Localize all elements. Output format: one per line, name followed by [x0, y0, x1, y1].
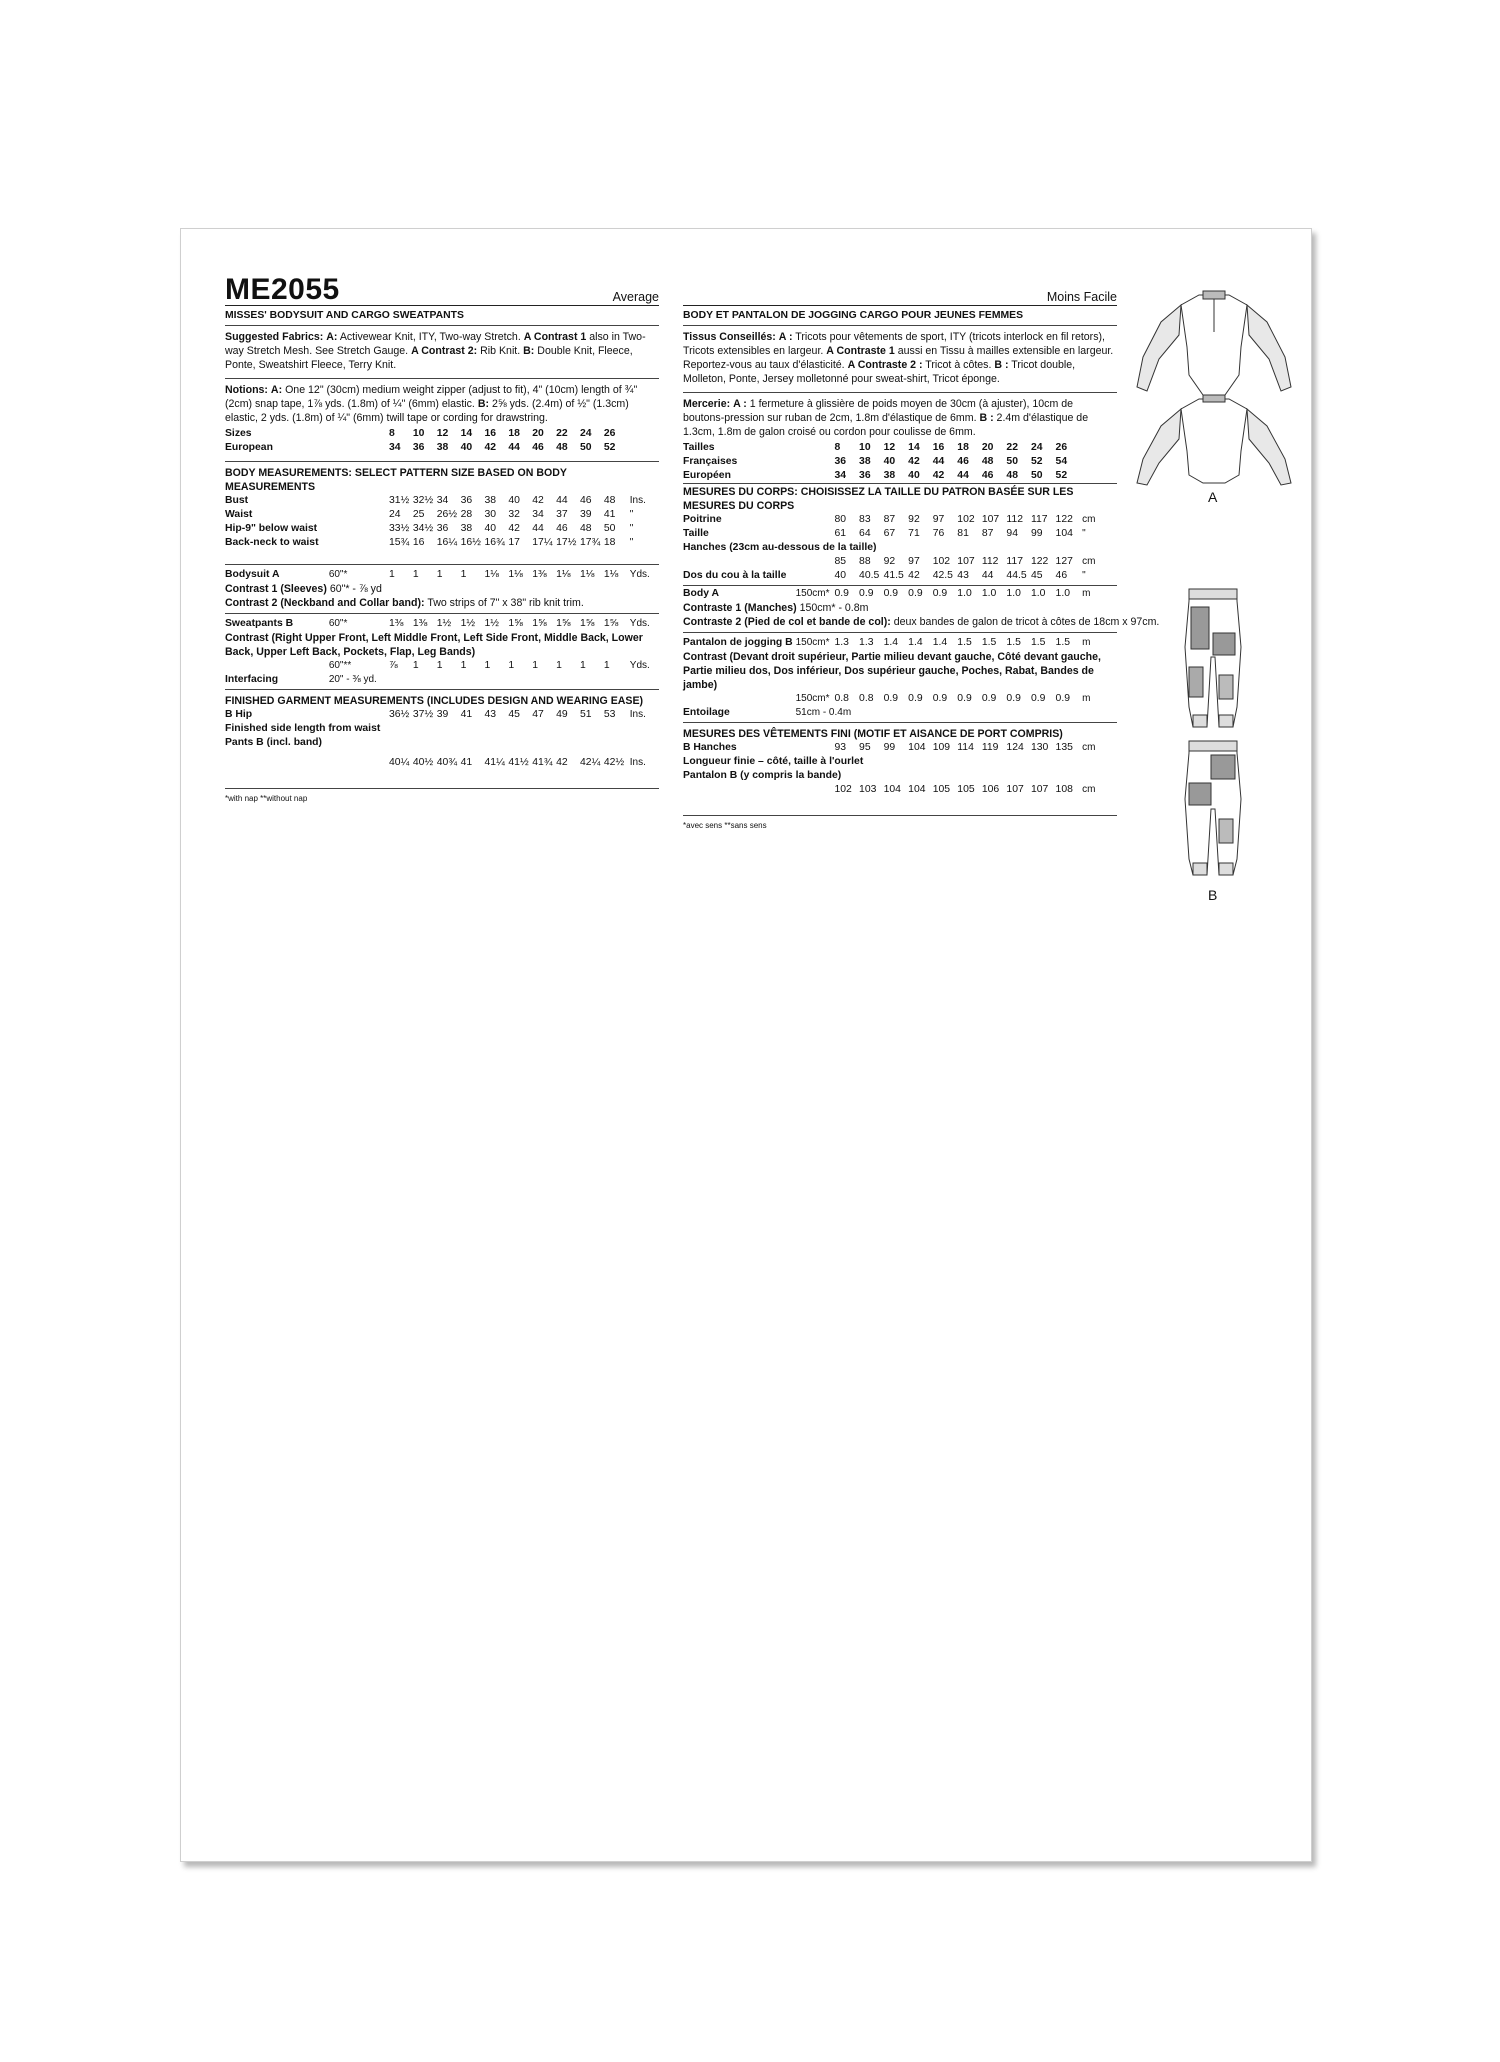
table-row: Body A 150cm* 0.9 0.9 0.9 0.9 0.9 1.0 1.0 1.0 1.0 1.0 m	[683, 588, 1091, 599]
sweatpants-b-drawing	[1129, 587, 1301, 877]
body-measurements-table	[225, 494, 659, 550]
european-row: Européen 34 36 38 40 42 44 46 48 50 52	[683, 470, 1068, 481]
contrast-1-line: Contrast 1 (Sleeves) 60"* - ⅞ yd	[225, 583, 382, 595]
suggested-fabrics: Suggested Fabrics: A: Activewear Knit, ITY, Two-way Stretch. A Contrast 1 also in Two-way Stretch Mesh. See Stretch Gauge. A Contrast 2: Rib Knit. B: Double Knit, Fleece, Ponte, Sweatshirt Fleece, Terry Knit.	[225, 326, 659, 379]
english-column	[225, 271, 659, 806]
french-header	[683, 271, 1117, 306]
sizes-row: Sizes 8 10 12 14 16 18 20 22 24 26	[225, 428, 616, 439]
french-sizes-row: Françaises 36 38 40 42 44 46 48 50 52 54	[683, 456, 1068, 467]
yardage-table-a	[225, 568, 659, 582]
table-row: Dos du cou à la taille 40 40.5 41.5 42 42.5 43 44 44.5 45 46 "	[683, 570, 1086, 581]
size-table-fr	[683, 441, 1117, 483]
table-row: B Hip 36½ 37½ 39 41 43 45 47 49 51 53 Ins.	[225, 709, 646, 720]
french-column	[683, 271, 1160, 833]
sizes-row: Tailles 8 10 12 14 16 18 20 22 24 26	[683, 442, 1068, 453]
bodysuit-a-drawing	[1129, 287, 1301, 487]
difficulty-label: Average	[612, 290, 659, 304]
pattern-sheet	[180, 228, 1312, 1862]
european-row: European 34 36 38 40 42 44 46 48 50 52	[225, 442, 616, 453]
contrast-b-table-fr	[683, 692, 1117, 720]
table-row: Pantalon B (y compris la bande)	[683, 770, 842, 781]
table-row: Longueur finie – côté, taille à l'ourlet	[683, 756, 864, 767]
table-row: 150cm* 0.8 0.8 0.9 0.9 0.9 0.9 0.9 0.9 0.9 0.9 m	[795, 693, 1091, 704]
table-row: 102 103 104 104 105 105 106 107 107 108 cm	[834, 784, 1096, 795]
table-row: Finished side length from waist	[225, 723, 381, 734]
body-measurements-title: BODY MEASUREMENTS: SELECT PATTERN SIZE BASED ON BODY MEASUREMENTS	[225, 467, 567, 493]
english-header	[225, 271, 659, 306]
finished-measurements-table	[225, 708, 659, 770]
table-row: Hip-9" below waist 33½ 34½ 36 38 40 42 44 46 48 50 "	[225, 523, 634, 534]
contrast-1-line-fr: Contraste 1 (Manches) 150cm* - 0.8m	[683, 602, 869, 614]
contrast-b-text: Contrast (Right Upper Front, Left Middle Front, Left Side Front, Middle Back, Lower Back, Upper Left Back, Pockets, Flap, Leg Bands)	[225, 632, 643, 658]
body-measurements-table-fr	[683, 513, 1117, 583]
view-a-label: A	[1208, 489, 1218, 505]
contrast-2-line: Contrast 2 (Neckband and Collar band): Two strips of 7" x 38" rib knit trim.	[225, 597, 584, 609]
table-row: Entoilage 51cm - 0.4m	[683, 707, 852, 718]
table-row: Hanches (23cm au-dessous de la taille)	[683, 542, 877, 553]
table-row: 40¼ 40½ 40¾ 41 41¼ 41½ 41¾ 42 42¼ 42½ Ins.	[389, 757, 646, 768]
suggested-fabrics-fr: Tissus Conseillés: A : Tricots pour vêtements de sport, ITY (tricots interlock en fil retors), Tricots extensibles en largeur. A Contraste 1 aussi en Tissu à mailles extensible en largeur. Reportez-vous au taux d'élasticité. A Contraste 2 : Tricot à côtes. B : Tricot double, Molleton, Ponte, Jersey molletonné pour sweat-shirt, Tricot éponge.	[683, 326, 1117, 393]
notions: Notions: A: One 12" (30cm) medium weight zipper (adjust to fit), 4" (10cm) length of ¾" (2cm) snap tape, 1⅞ yds. (1.8m) of ¼" (6mm) elastic. B: 2⅝ yds. (2.4m) of ½" (1.3cm) elastic, 2 yds. (1.8m) of ¼" (6mm) twill tape or cording for drawstring.	[225, 384, 638, 424]
view-b-label: B	[1208, 887, 1218, 903]
table-row: Back-neck to waist 15¾ 16 16¼ 16½ 16¾ 17 17¼ 17½ 17¾ 18 "	[225, 537, 634, 548]
yardage-table-b-fr	[683, 636, 1117, 650]
technical-drawings	[1129, 287, 1301, 903]
table-row: Poitrine 80 83 87 92 97 102 107 112 117 122 cm	[683, 514, 1096, 525]
body-measurements-title-fr: MESURES DU CORPS: CHOISISSEZ LA TAILLE DU PATRON BASÉE SUR LES MESURES DU CORPS	[683, 486, 1074, 512]
table-row: Interfacing 20" - ⅜ yd.	[225, 674, 377, 685]
yardage-table-b	[225, 617, 659, 631]
notions-fr: Mercerie: A : 1 fermeture à glissière de poids moyen de 30cm (à ajuster), 10cm de boutons-pression sur ruban de 2cm, 1.8m d'élastique de 6mm. B : 2.4m d'élastique de 1.3cm, 1.8m de galon croisé ou cordon pour coulisse de 6mm.	[683, 398, 1089, 438]
table-row: Taille 61 64 67 71 76 81 87 94 99 104 "	[683, 528, 1086, 539]
table-row: Pants B (incl. band)	[225, 737, 322, 748]
table-row: Sweatpants B 60"* 1⅜ 1⅜ 1½ 1½ 1½ 1⅝ 1⅝ 1⅝ 1⅝ 1⅝ Yds.	[225, 618, 650, 629]
table-row: 60"** ⅞ 1 1 1 1 1 1 1 1 1 Yds.	[328, 660, 650, 671]
footnote-fr: *avec sens **sans sens	[683, 815, 1117, 833]
table-row: B Hanches 93 95 99 104 109 114 119 124 130 135 cm	[683, 742, 1096, 753]
finished-measurements-title-fr: MESURES DES VÊTEMENTS FINI (MOTIF ET AISANCE DE PORT COMPRIS)	[683, 728, 1063, 740]
table-row: Bodysuit A 60"* 1 1 1 1 1⅛ 1⅛ 1⅜ 1⅛ 1⅛ 1⅛ Yds.	[225, 569, 650, 580]
table-row: Waist 24 25 26½ 28 30 32 34 37 39 41 "	[225, 509, 634, 520]
yardage-table-a-fr	[683, 587, 1117, 601]
pattern-title-fr: BODY ET PANTALON DE JOGGING CARGO POUR JEUNES FEMMES	[683, 306, 1117, 326]
pattern-code: ME2055	[225, 273, 340, 306]
footnote: *with nap **without nap	[225, 788, 659, 806]
size-table	[225, 427, 659, 455]
finished-measurements-table-fr	[683, 741, 1117, 797]
contrast-b-text-fr: Contrast (Devant droit supérieur, Partie milieu devant gauche, Côté devant gauche, Partie milieu dos, Dos inférieur, Dos supérieur gauche, Poches, Rabat, Bandes de jambe)	[683, 651, 1101, 691]
difficulty-label-fr: Moins Facile	[1046, 290, 1117, 304]
finished-measurements-title: FINISHED GARMENT MEASUREMENTS (INCLUDES DESIGN AND WEARING EASE)	[225, 695, 644, 707]
contrast-b-table	[225, 659, 659, 687]
table-row: Bust 31½ 32½ 34 36 38 40 42 44 46 48 Ins.	[225, 495, 646, 506]
contrast-2-line-fr: Contraste 2 (Pied de col et bande de col): deux bandes de galon de tricot à côtes de 18cm x 97cm.	[683, 616, 1160, 628]
pattern-title: MISSES' BODYSUIT AND CARGO SWEATPANTS	[225, 306, 659, 326]
table-row: 85 88 92 97 102 107 112 117 122 127 cm	[834, 556, 1096, 567]
table-row: Pantalon de jogging B 150cm* 1.3 1.3 1.4 1.4 1.4 1.5 1.5 1.5 1.5 1.5 m	[683, 637, 1091, 648]
